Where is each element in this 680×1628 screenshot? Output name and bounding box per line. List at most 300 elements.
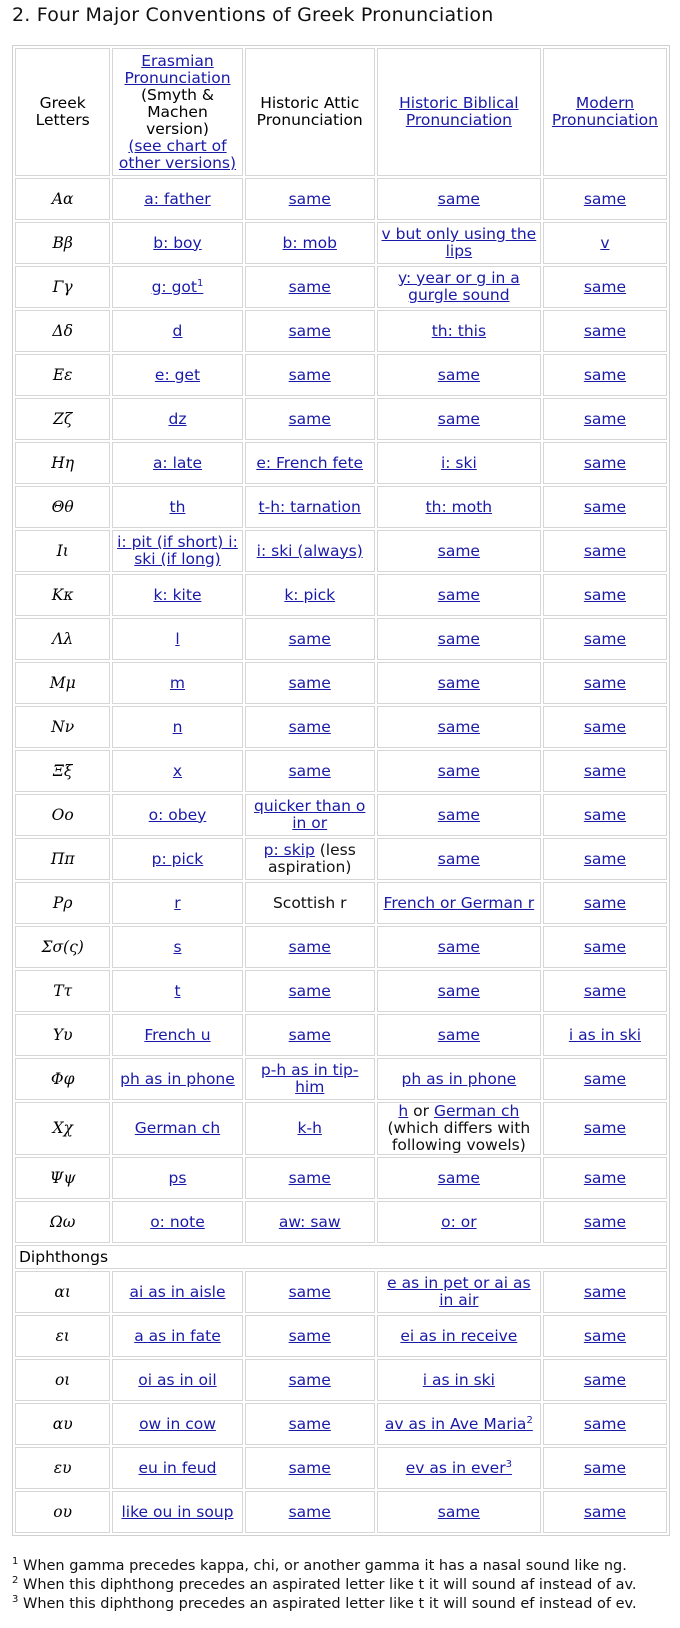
biblical-cell-link[interactable]: same [437, 365, 480, 384]
modern-cell-link[interactable]: same [583, 541, 627, 560]
biblical-cell-link[interactable]: e as in pet or ai as in air [387, 1274, 531, 1309]
biblical-cell [377, 618, 541, 660]
biblical-cell-link[interactable]: av as in Ave Maria$^2$ [384, 1414, 533, 1433]
modern-cell [543, 882, 667, 924]
letter-letter: Ηη [15, 442, 110, 484]
letter-row [15, 706, 667, 748]
diphthong-row [15, 1359, 667, 1401]
modern-cell-link[interactable]: same [583, 805, 627, 824]
diphthongs-label: Diphthongs [15, 1245, 667, 1269]
page-title: 2. Four Major Conventions of Greek Pronunciation [12, 4, 494, 26]
erasmian-cell [112, 794, 242, 836]
modern-cell-link[interactable]: same [583, 1212, 627, 1231]
modern-cell-link[interactable]: same [583, 453, 627, 472]
erasmian-cell-link[interactable]: m [169, 673, 186, 692]
biblical-cell [377, 442, 541, 484]
modern-cell-link[interactable]: same [583, 1414, 627, 1433]
modern-cell [543, 1157, 667, 1199]
modern-cell [543, 398, 667, 440]
biblical-cell-link[interactable]: same [437, 541, 480, 560]
attic-cell-link[interactable]: p: skip [263, 841, 315, 859]
modern-cell-link[interactable]: same [583, 761, 627, 780]
header-erasmian [112, 48, 242, 176]
erasmian-cell-link[interactable]: t [174, 981, 181, 1000]
biblical-cell [377, 970, 541, 1012]
biblical-cell [377, 1403, 541, 1445]
erasmian-cell-link[interactable]: r [174, 893, 181, 912]
letter-letter: Ζζ [15, 398, 110, 440]
letter-row [15, 882, 667, 924]
attic-cell-link[interactable]: e: French fete [256, 453, 364, 472]
modern-cell-link[interactable]: same [583, 629, 627, 648]
diphthong-letter: ει [15, 1315, 110, 1357]
attic-cell-link[interactable]: same [288, 409, 331, 428]
erasmian-note: (Smyth & Machen version) [140, 85, 215, 138]
attic-cell-link[interactable]: same [288, 1282, 331, 1301]
letter-row [15, 970, 667, 1012]
erasmian-cell-link[interactable]: oi as in oil [138, 1370, 217, 1389]
biblical-cell-link[interactable]: same [437, 981, 480, 1000]
attic-cell-link[interactable]: same [288, 1502, 331, 1521]
biblical-cell [377, 1014, 541, 1056]
attic-cell [245, 1315, 375, 1357]
attic-cell [245, 398, 375, 440]
attic-cell-link[interactable]: k: pick [284, 585, 336, 604]
letter-letter: Θθ [15, 486, 110, 528]
modern-cell [543, 1315, 667, 1357]
header-modern [543, 48, 667, 176]
modern-cell-link[interactable]: same [583, 981, 627, 1000]
letter-letter: Ττ [15, 970, 110, 1012]
header-attic: Historic Attic Pronunciation [245, 48, 375, 176]
attic-cell [245, 706, 375, 748]
modern-cell-link[interactable]: same [583, 1119, 627, 1137]
attic-cell [245, 1359, 375, 1401]
erasmian-cell [112, 926, 242, 968]
biblical-cell [377, 794, 541, 836]
attic-cell [245, 1201, 375, 1243]
letter-letter: Νν [15, 706, 110, 748]
erasmian-cell-link[interactable]: th [169, 497, 186, 516]
biblical-or: or [408, 1102, 434, 1120]
attic-cell-link[interactable]: same [288, 629, 331, 648]
erasmian-cell [112, 1271, 242, 1313]
attic-cell [245, 618, 375, 660]
letter-row [15, 1014, 667, 1056]
erasmian-cell-link[interactable]: French u [144, 1025, 211, 1044]
attic-cell-link[interactable]: same [288, 1025, 331, 1044]
attic-cell [245, 1447, 375, 1489]
biblical-cell [377, 662, 541, 704]
attic-cell [245, 442, 375, 484]
erasmian-cell [112, 706, 242, 748]
attic-cell-link[interactable]: k-h [297, 1119, 322, 1137]
biblical-cell-link[interactable]: v but only using the lips [381, 225, 537, 260]
erasmian-cell [112, 1359, 242, 1401]
erasmian-cell [112, 750, 242, 792]
erasmian-cell-link[interactable]: like ou in soup [121, 1502, 234, 1521]
attic-cell-link[interactable]: b: mob [282, 233, 337, 252]
letter-row [15, 178, 667, 220]
modern-cell [543, 222, 667, 264]
erasmian-cell [112, 178, 242, 220]
biblical-cell [377, 1271, 541, 1313]
biblical-cell-link[interactable]: th: this [431, 321, 487, 340]
diphthong-row [15, 1491, 667, 1533]
footnote-1: $^1$ When gamma precedes kappa, chi, or another gamma it has a nasal sound like ng. [12, 1556, 627, 1574]
erasmian-cell [112, 310, 242, 352]
modern-cell [543, 838, 667, 880]
attic-cell-link[interactable]: same [288, 321, 331, 340]
biblical-cell-link[interactable]: same [437, 937, 480, 956]
letter-letter: Ωω [15, 1201, 110, 1243]
attic-cell [245, 530, 375, 572]
attic-cell [245, 266, 375, 308]
modern-cell [543, 1271, 667, 1313]
erasmian-cell-link[interactable]: ai as in aisle [129, 1282, 226, 1301]
diphthong-letter: ου [15, 1491, 110, 1533]
letter-letter: Οο [15, 794, 110, 836]
letter-letter: Χχ [15, 1102, 110, 1155]
biblical-cell [377, 1201, 541, 1243]
attic-cell-link[interactable]: quicker than o in or [254, 797, 366, 832]
biblical-cell-link[interactable]: same [437, 409, 480, 428]
modern-cell-link[interactable]: same [583, 1069, 627, 1088]
biblical-cell [377, 574, 541, 616]
footnote-ref[interactable]: 2 [526, 1414, 533, 1426]
modern-cell-link[interactable]: v [600, 233, 610, 252]
letter-letter: Κκ [15, 574, 110, 616]
erasmian-cell-link[interactable]: n [172, 717, 183, 736]
biblical-cell-link[interactable]: same [437, 1502, 480, 1521]
letter-letter: Σσ(ς) [15, 926, 110, 968]
biblical-cell [377, 926, 541, 968]
attic-cell [245, 1491, 375, 1533]
modern-cell-link[interactable]: i as in ski [568, 1025, 642, 1044]
letter-letter: Δδ [15, 310, 110, 352]
attic-cell-link[interactable]: same [288, 761, 331, 780]
modern-link[interactable]: Modern Pronunciation [551, 94, 658, 129]
biblical-cell [377, 1157, 541, 1199]
header-greek-letters: Greek Letters [15, 48, 110, 176]
diphthong-row [15, 1315, 667, 1357]
erasmian-cell [112, 530, 242, 572]
modern-cell-link[interactable]: same [583, 365, 627, 384]
attic-cell [245, 1271, 375, 1313]
letter-row [15, 618, 667, 660]
letter-row [15, 266, 667, 308]
attic-cell-link[interactable]: same [288, 717, 331, 736]
modern-cell [543, 530, 667, 572]
letter-row [15, 750, 667, 792]
modern-cell [543, 706, 667, 748]
erasmian-cell-link[interactable]: x [172, 761, 183, 780]
modern-cell-link[interactable]: same [583, 893, 627, 912]
letter-row [15, 222, 667, 264]
erasmian-cell-link[interactable]: o: note [150, 1212, 205, 1231]
erasmian-cell-link[interactable]: l [175, 629, 180, 648]
modern-cell-link[interactable]: same [583, 937, 627, 956]
erasmian-cell-link[interactable]: g: got$^1$ [151, 277, 204, 296]
modern-cell [543, 618, 667, 660]
modern-cell [543, 1102, 667, 1155]
erasmian-cell-link[interactable]: o: obey [148, 805, 207, 824]
letter-letter: Ξξ [15, 750, 110, 792]
biblical-cell [377, 178, 541, 220]
modern-cell [543, 486, 667, 528]
biblical-cell-link[interactable]: ph as in phone [401, 1069, 517, 1088]
biblical-cell-link[interactable]: o: or [441, 1212, 477, 1231]
attic-cell-link[interactable]: t-h: tarnation [258, 497, 361, 516]
erasmian-cell [112, 354, 242, 396]
modern-cell [543, 750, 667, 792]
modern-cell-link[interactable]: same [583, 717, 627, 736]
modern-cell [543, 354, 667, 396]
modern-cell [543, 442, 667, 484]
modern-cell [543, 662, 667, 704]
modern-cell-link[interactable]: same [583, 1326, 627, 1345]
letter-letter: Γγ [15, 266, 110, 308]
biblical-cell [377, 486, 541, 528]
modern-cell [543, 266, 667, 308]
erasmian-cell-link[interactable]: d [172, 321, 183, 340]
biblical-cell [377, 1447, 541, 1489]
modern-cell-link[interactable]: same [583, 673, 627, 692]
biblical-cell [377, 266, 541, 308]
biblical-cell-link[interactable]: y: year or g in a gurgle sound [397, 269, 520, 304]
attic-cell-link[interactable]: same [288, 673, 331, 692]
letter-row [15, 574, 667, 616]
attic-cell: Scottish r [245, 882, 375, 924]
diphthong-row [15, 1271, 667, 1313]
letter-row [15, 310, 667, 352]
biblical-cell [377, 750, 541, 792]
biblical-cell-link[interactable]: same [437, 629, 480, 648]
attic-cell-link[interactable]: same [288, 365, 331, 384]
erasmian-cell-link[interactable]: a as in fate [134, 1326, 221, 1345]
modern-cell [543, 926, 667, 968]
diphthong-row [15, 1403, 667, 1445]
attic-cell-link[interactable]: same [288, 1414, 331, 1433]
erasmian-cell [112, 838, 242, 880]
erasmian-cell [112, 1014, 242, 1056]
letter-letter: Υυ [15, 1014, 110, 1056]
erasmian-cell [112, 1491, 242, 1533]
attic-cell-link[interactable]: same [288, 1458, 331, 1477]
attic-cell [245, 750, 375, 792]
letter-row [15, 1058, 667, 1100]
attic-cell-link[interactable]: same [288, 937, 331, 956]
letter-row [15, 530, 667, 572]
letter-letter: Φφ [15, 1058, 110, 1100]
biblical-cell [377, 1315, 541, 1357]
biblical-cell-link[interactable]: same [437, 805, 480, 824]
letter-letter: Αα [15, 178, 110, 220]
diphthong-letter: αι [15, 1271, 110, 1313]
letter-row [15, 398, 667, 440]
diphthongs-row [15, 1245, 667, 1269]
biblical-h-link[interactable]: h [398, 1102, 409, 1120]
footnote-3: $^3$ When this diphthong precedes an aspirated letter like t it will sound ef instead of ev. [12, 1594, 637, 1612]
erasmian-cell [112, 970, 242, 1012]
erasmian-cell [112, 1058, 242, 1100]
erasmian-cell [112, 1315, 242, 1357]
attic-cell-link[interactable]: i: ski (always) [256, 541, 363, 560]
erasmian-cell [112, 442, 242, 484]
attic-cell [245, 1014, 375, 1056]
attic-cell-link[interactable]: aw: saw [278, 1212, 341, 1231]
attic-cell-link[interactable]: same [288, 1326, 331, 1345]
modern-cell-link[interactable]: same [583, 1168, 627, 1187]
letter-row [15, 794, 667, 836]
letter-letter: Ππ [15, 838, 110, 880]
biblical-cell-link[interactable]: ei as in receive [400, 1326, 518, 1345]
modern-cell-link[interactable]: same [583, 1370, 627, 1389]
letter-row [15, 662, 667, 704]
erasmian-cell-link[interactable]: ow in cow [139, 1414, 216, 1433]
attic-note: (less aspiration) [268, 841, 356, 876]
erasmian-cell-link[interactable]: s [173, 937, 182, 956]
biblical-cell-link[interactable]: same [437, 1168, 480, 1187]
erasmian-cell-link[interactable]: p: pick [151, 849, 204, 868]
biblical-cell [377, 354, 541, 396]
biblical-cell-link[interactable]: th: moth [425, 497, 493, 516]
biblical-cell [377, 838, 541, 880]
erasmian-cell-link[interactable]: e: get [154, 365, 201, 384]
biblical-cell [377, 1058, 541, 1100]
attic-cell-link[interactable]: same [288, 277, 331, 296]
erasmian-link[interactable]: Erasmian Pronunciation [124, 51, 231, 87]
erasmian-cell [112, 1403, 242, 1445]
erasmian-cell-link[interactable]: a: father [144, 189, 211, 208]
erasmian-cell-link[interactable]: ps [168, 1168, 187, 1187]
erasmian-cell-link[interactable]: dz [168, 409, 187, 428]
modern-cell-link[interactable]: same [583, 1282, 627, 1301]
modern-cell-link[interactable]: same [583, 277, 627, 296]
modern-cell-link[interactable]: same [583, 1458, 627, 1477]
letter-letter: Λλ [15, 618, 110, 660]
letter-row [15, 838, 667, 880]
erasmian-cell-link[interactable]: German ch [134, 1119, 221, 1137]
biblical-link[interactable]: Historic Biblical Pronunciation [399, 94, 519, 129]
modern-cell [543, 1403, 667, 1445]
biblical-cell [377, 882, 541, 924]
modern-cell-link[interactable]: same [583, 189, 627, 208]
footnotes [12, 1557, 672, 1614]
modern-cell [543, 1201, 667, 1243]
diphthong-letter: αυ [15, 1403, 110, 1445]
erasmian-cell-link[interactable]: ph as in phone [120, 1069, 235, 1088]
attic-cell-link[interactable]: same [288, 189, 331, 208]
attic-cell [245, 222, 375, 264]
modern-cell-link[interactable]: same [583, 409, 627, 428]
footnote-2: $^2$ When this diphthong precedes an aspirated letter like t it will sound af instead of av. [12, 1575, 637, 1593]
attic-cell [245, 838, 375, 880]
biblical-cell [377, 706, 541, 748]
modern-cell-link[interactable]: same [583, 1502, 627, 1521]
biblical-cell-link[interactable]: ev as in ever$^3$ [405, 1458, 512, 1477]
diphthong-row [15, 1447, 667, 1489]
attic-cell-link[interactable]: same [288, 1370, 331, 1389]
modern-cell [543, 1014, 667, 1056]
attic-cell [245, 1157, 375, 1199]
biblical-cell-link[interactable]: same [437, 585, 480, 604]
letter-letter: Ψψ [15, 1157, 110, 1199]
erasmian-cell [112, 1447, 242, 1489]
letter-letter: Ιι [15, 530, 110, 572]
attic-cell [245, 1058, 375, 1100]
letter-row [15, 926, 667, 968]
modern-cell [543, 178, 667, 220]
erasmian-cell [112, 1157, 242, 1199]
footnote-ref[interactable]: 1 [196, 277, 204, 289]
attic-cell [245, 1102, 375, 1155]
diphthong-letter: οι [15, 1359, 110, 1401]
biblical-cell-link[interactable]: i: ski [440, 453, 477, 472]
biblical-cell-link[interactable]: same [437, 1025, 480, 1044]
biblical-cell-link[interactable]: same [437, 673, 480, 692]
erasmian-cell [112, 574, 242, 616]
attic-cell [245, 794, 375, 836]
biblical-cell [377, 1359, 541, 1401]
modern-cell [543, 794, 667, 836]
erasmian-cell [112, 398, 242, 440]
biblical-cell-link[interactable]: same [437, 761, 480, 780]
modern-cell [543, 1491, 667, 1533]
erasmian-cell-link[interactable]: b: boy [153, 233, 202, 252]
erasmian-cell [112, 486, 242, 528]
biblical-cell-link[interactable]: same [437, 849, 480, 868]
modern-cell [543, 574, 667, 616]
erasmian-cell-link[interactable]: i: pit (if short) i: ski (if long) [117, 533, 238, 568]
biblical-cell-link[interactable]: i as in ski [422, 1370, 495, 1389]
footnote-ref[interactable]: 3 [505, 1458, 512, 1470]
modern-cell-link[interactable]: same [583, 849, 627, 868]
biblical-cell [377, 1102, 541, 1155]
biblical-cell [377, 398, 541, 440]
letter-letter: Εε [15, 354, 110, 396]
attic-cell [245, 926, 375, 968]
biblical-cell [377, 530, 541, 572]
biblical-cell-link[interactable]: same [437, 189, 480, 208]
modern-cell [543, 1058, 667, 1100]
modern-cell-link[interactable]: same [583, 321, 627, 340]
modern-cell-link[interactable]: same [583, 585, 627, 604]
erasmian-cell [112, 662, 242, 704]
erasmian-cell-link[interactable]: a: late [152, 453, 203, 472]
biblical-german-ch-link[interactable]: German ch [433, 1102, 520, 1120]
attic-cell [245, 310, 375, 352]
diphthong-letter: ευ [15, 1447, 110, 1489]
letter-row [15, 1201, 667, 1243]
attic-cell-link[interactable]: p-h as in tip-him [260, 1061, 359, 1096]
letter-row [15, 442, 667, 484]
erasmian-cell-link[interactable]: k: kite [153, 585, 202, 604]
biblical-cell-link[interactable]: same [437, 717, 480, 736]
erasmian-cell-link[interactable]: eu in feud [138, 1458, 217, 1477]
modern-cell [543, 1447, 667, 1489]
see-chart-link[interactable]: (see chart of other versions) [118, 136, 237, 172]
erasmian-cell [112, 222, 242, 264]
letter-letter: Ρρ [15, 882, 110, 924]
attic-cell-link[interactable]: same [288, 981, 331, 1000]
biblical-cell [377, 310, 541, 352]
pronunciation-table [12, 45, 670, 1536]
biblical-cell-link[interactable]: French or German r [383, 893, 535, 912]
attic-cell-link[interactable]: same [288, 1168, 331, 1187]
modern-cell-link[interactable]: same [583, 497, 627, 516]
biblical-cell [377, 222, 541, 264]
